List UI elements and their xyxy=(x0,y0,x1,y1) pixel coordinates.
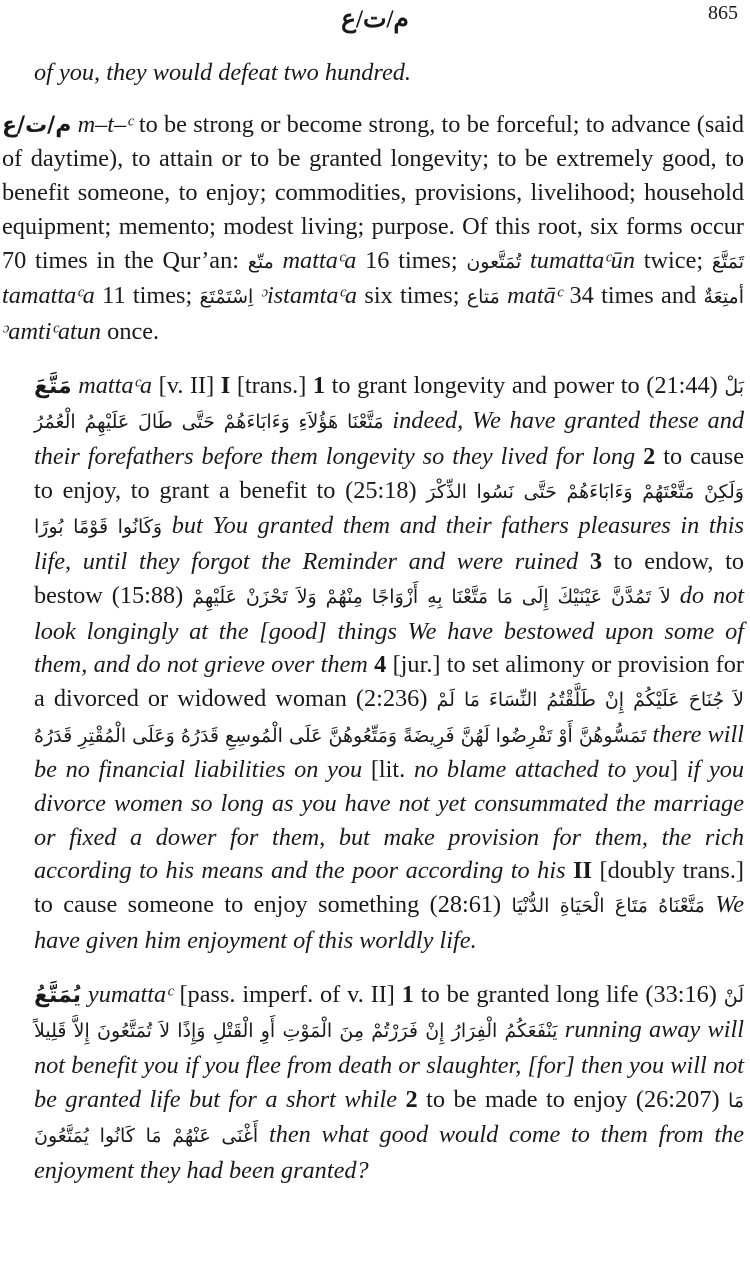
quran-quote-english: if you divorce women so long as you have not yet consummated the marriage or fixed a dower for them, but make provision for them, the rich according to his means and the poor according to his xyxy=(34,756,745,885)
quran-quote-english: there will be no financial liabilities on you xyxy=(34,720,744,784)
yumatta-headword-arabic: يُمَتَّعُ xyxy=(34,982,82,1008)
root-definition: to be strong or become strong, to be forceful; to advance (said of daytime), to attain or to be granted longevity; to be extremely good, to benefit someone, to enjoy; commodities, provisions, livelihood; household equipment; memento; modest living; purpose. Of this root, six forms occur 70 times in the Qur’an: xyxy=(2,110,745,274)
mattaa-trans: [trans.] xyxy=(236,371,307,399)
literal-open: [lit. xyxy=(370,756,406,784)
form-4-translit: ᵓistamtaᶜa xyxy=(260,282,358,310)
quran-quote-arabic: مَا أَغْنَى عَنْهُمْ مَا كَانُوا يُمَتَّعُونَ xyxy=(34,1089,745,1148)
form-5-arabic: مَتاع xyxy=(466,286,500,309)
form-3-translit: tamattaᶜa xyxy=(2,282,95,310)
form-1-count: 16 times; xyxy=(365,246,458,274)
quran-quote-arabic: وَلَكِنْ مَتَّعْتَهُمْ وَءَابَاءَهُمْ حَتَّى نَسُوا الذِّكْرَ وَكَانُوا قَوْمًا بُورًا xyxy=(34,480,744,539)
form-6-translit: ᵓamtiᶜatun xyxy=(2,317,102,345)
sense-gloss: to be granted long life (33:16) xyxy=(420,980,717,1008)
literal-gloss: no blame attached to you xyxy=(413,756,670,784)
quran-quote-english: do not look longingly at the [good] things We have bestowed upon some of them, and do not grieve over them xyxy=(34,581,745,679)
root-arabic: م/ت/ع xyxy=(2,112,72,138)
sense-gloss: to cause to enjoy, to grant a benefit to (25:18) xyxy=(34,443,744,504)
form-2-translit: tumattaᶜūn xyxy=(530,246,635,274)
page-number: 865 xyxy=(708,2,738,24)
form-5-translit: matāᶜ xyxy=(507,282,563,310)
literal-close: ] xyxy=(669,756,679,784)
quran-quote-arabic: لاَ جُنَاحَ عَلَيْكُمْ إِنْ طَلَّقْتُمُ النِّسَاءَ مَا لَمْ تَمَسُّوهُنَّ أَوْ تَفْرِضُوا لَهُنَّ فَرِيضَةً وَمَتِّعُوهُنَّ عَلَى الْمُوسِعِ قَدَرُهُ وَعَلَى الْمُقْتِرِ قَدَرُهُ xyxy=(34,688,744,747)
form-4-arabic: اِسْتَمْتَعَ xyxy=(199,286,254,309)
entry-yumatta xyxy=(34,978,744,1188)
dictionary-content xyxy=(2,52,745,1188)
sense-number: 1 xyxy=(401,980,414,1008)
mattaa-headword-arabic: مَتَّعَ xyxy=(34,373,72,399)
quran-quote-english: We have given him enjoyment of this worldly life. xyxy=(34,891,745,954)
sense-number: 2 xyxy=(643,443,656,471)
form-6-arabic: أمتِعَةٌ xyxy=(703,286,745,309)
form-1-arabic: متّع xyxy=(247,250,274,273)
continued-quote: of you, they would defeat two hundred. xyxy=(34,59,411,86)
continued-text xyxy=(34,56,744,90)
quran-quote-arabic: لَنْ يَنْفَعَكُمُ الْفِرَارُ إِنْ فَرَرْتُمْ مِنَ الْمَوْتِ أَوِ الْقَتْلِ وَإِذًا لاَ تُمَتَّعُونَ إِلاَّ قَلِيلاً xyxy=(34,984,745,1043)
sense-gloss: to grant longevity and power to (21:44) xyxy=(331,371,718,399)
quran-quote-english: running away will not benefit you if you flee from death or slaughter, [for] then you will not be granted life but for a short while xyxy=(34,1016,744,1113)
form-2-arabic: تُمَتَّعون xyxy=(466,250,522,273)
sense-group-number: II xyxy=(573,857,592,885)
mattaa-sense-group: I xyxy=(220,371,231,399)
sense-gloss: [doubly trans.] to cause someone to enjoy something (28:61) xyxy=(34,857,745,919)
form-1-translit: mattaᶜa xyxy=(282,246,357,274)
mattaa-translit: mattaᶜa xyxy=(78,371,153,399)
sense-gloss: to be made to enjoy (26:207) xyxy=(426,1085,720,1113)
sense-gloss: to endow, to bestow (15:88) xyxy=(34,548,745,609)
quran-quote-arabic: بَلْ مَتَّعْنَا هَؤُلاَءِ وَءَابَاءَهُمْ حَتَّى طَالَ عَلَيْهِمُ الْعُمُرُ xyxy=(34,375,745,434)
quran-quote-english: but You granted them and their fathers pleasures in this life, until they forgot the Reminder and were ruined xyxy=(34,512,745,576)
running-head-root: م/ت/ع xyxy=(341,6,409,33)
root-entry xyxy=(2,108,744,349)
quran-quote-arabic: لاَ تَمُدَّنَّ عَيْنَيْكَ إِلَى مَا مَتَّعْنَا بِهِ أَزْوَاجًا مِنْهُمْ وَلاَ تَحْزَنْ عَلَيْهِمْ xyxy=(192,585,671,608)
entry-mattaa xyxy=(34,369,744,958)
quran-quote-arabic: مَتَّعْنَاهُ مَتَاعَ الْحَيَاةِ الدُّنْيَا xyxy=(511,895,705,918)
quran-quote-english: then what good would come to them from the enjoyment they had been granted? xyxy=(34,1121,745,1185)
sense-number: 3 xyxy=(589,548,602,576)
form-2-count: twice; xyxy=(643,246,704,274)
sense-gloss: [jur.] to set alimony or provision for a divorced or widowed woman (2:236) xyxy=(34,651,745,712)
yumatta-translit: yumattaᶜ xyxy=(87,980,173,1008)
mattaa-verb-form: [v. II] xyxy=(158,371,215,399)
form-4-count: six times; xyxy=(364,282,460,310)
form-3-count: 11 times; xyxy=(102,282,193,310)
sense-number: 4 xyxy=(374,651,387,679)
form-5-count: 34 times and xyxy=(569,282,697,310)
sense-number: 1 xyxy=(312,371,326,399)
form-3-arabic: تَمَتَّعَ xyxy=(711,250,744,273)
sense-number: 2 xyxy=(405,1085,418,1113)
yumatta-verb-form: [pass. imperf. of v. II] xyxy=(179,980,395,1008)
form-6-count: once. xyxy=(107,317,160,345)
root-translit: m–t–ᶜ xyxy=(77,110,133,138)
quran-quote-english: indeed, We have granted these and their forefathers before them longevity so they lived for long xyxy=(34,407,744,471)
